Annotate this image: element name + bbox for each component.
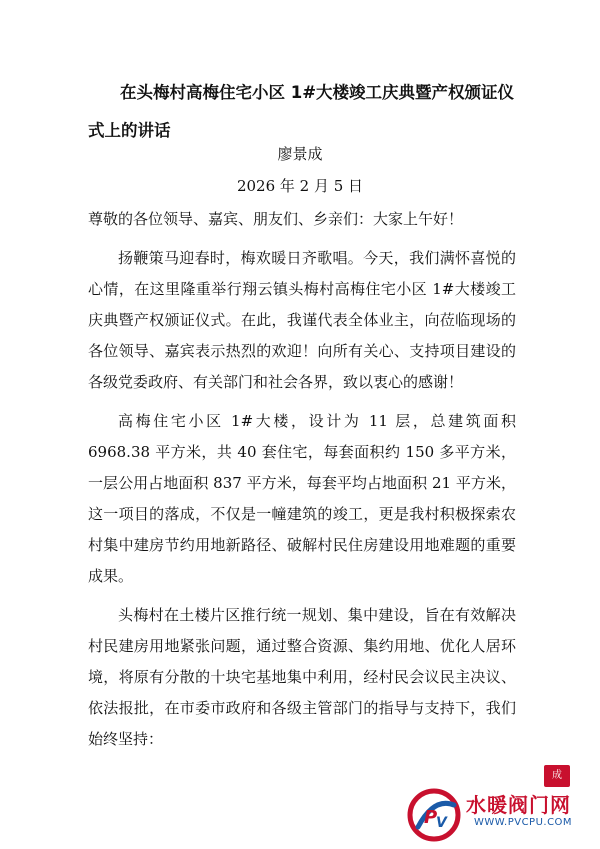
site-watermark — [404, 770, 594, 843]
paragraph-3: 头梅村在土楼片区推行统一规划、集中建设，旨在有效解决村民建房用地紧张问题，通过整合资源、集约用地、优化人居环境，将原有分散的十块宅基地集中利用，经村民会议民主决议、依法报批，在市委市政府和各级主管部门的指导与支持下，我们始终坚持： — [88, 606, 516, 748]
watermark-url: WWW.PVCPU.COM — [474, 817, 573, 828]
svg-text:V: V — [436, 815, 447, 831]
document-body — [88, 204, 516, 755]
document-date: 2026 年 2 月 5 日 — [236, 177, 364, 195]
document-title: 在头梅村高梅住宅小区 1#大楼竣工庆典暨产权颁证仪式上的讲话 — [88, 83, 515, 140]
svg-text:P: P — [424, 807, 438, 828]
pv-logo-icon — [404, 787, 464, 843]
paragraph-2: 高梅住宅小区 1#大楼，设计为 11 层，总建筑面积 6968.38 平方米，共 40 套住宅，每套面积约 150 多平方米，一层公用占地面积 837 平方米，每套平均占地面积 21 平方米，这一项目的落成，不仅是一幢建筑的竣工，更是我村积极探索农村集中建房节约用地新路径、破解村民住房建设用地难题的重要成果。 — [88, 412, 516, 585]
salutation: 尊敬的各位领导、嘉宾、朋友们、乡亲们：大家上午好！ — [88, 210, 464, 228]
author-name: 廖景成 — [277, 145, 323, 163]
red-seal: 成 — [544, 765, 570, 787]
watermark-site-name: 水暖阀门网 — [466, 793, 571, 817]
paragraph-1: 扬鞭策马迎春时，梅欢暖日齐歌唱。今天，我们满怀喜悦的心情，在这里隆重举行翔云镇头梅村高梅住宅小区 1#大楼竣工庆典暨产权颁证仪式。在此，我谨代表全体业主，向莅临现场的各位领导、嘉宾表示热烈的欢迎！向所有关心、支持项目建设的各级党委政府、有关部门和社会各界，致以衷心的感谢！ — [88, 249, 516, 391]
